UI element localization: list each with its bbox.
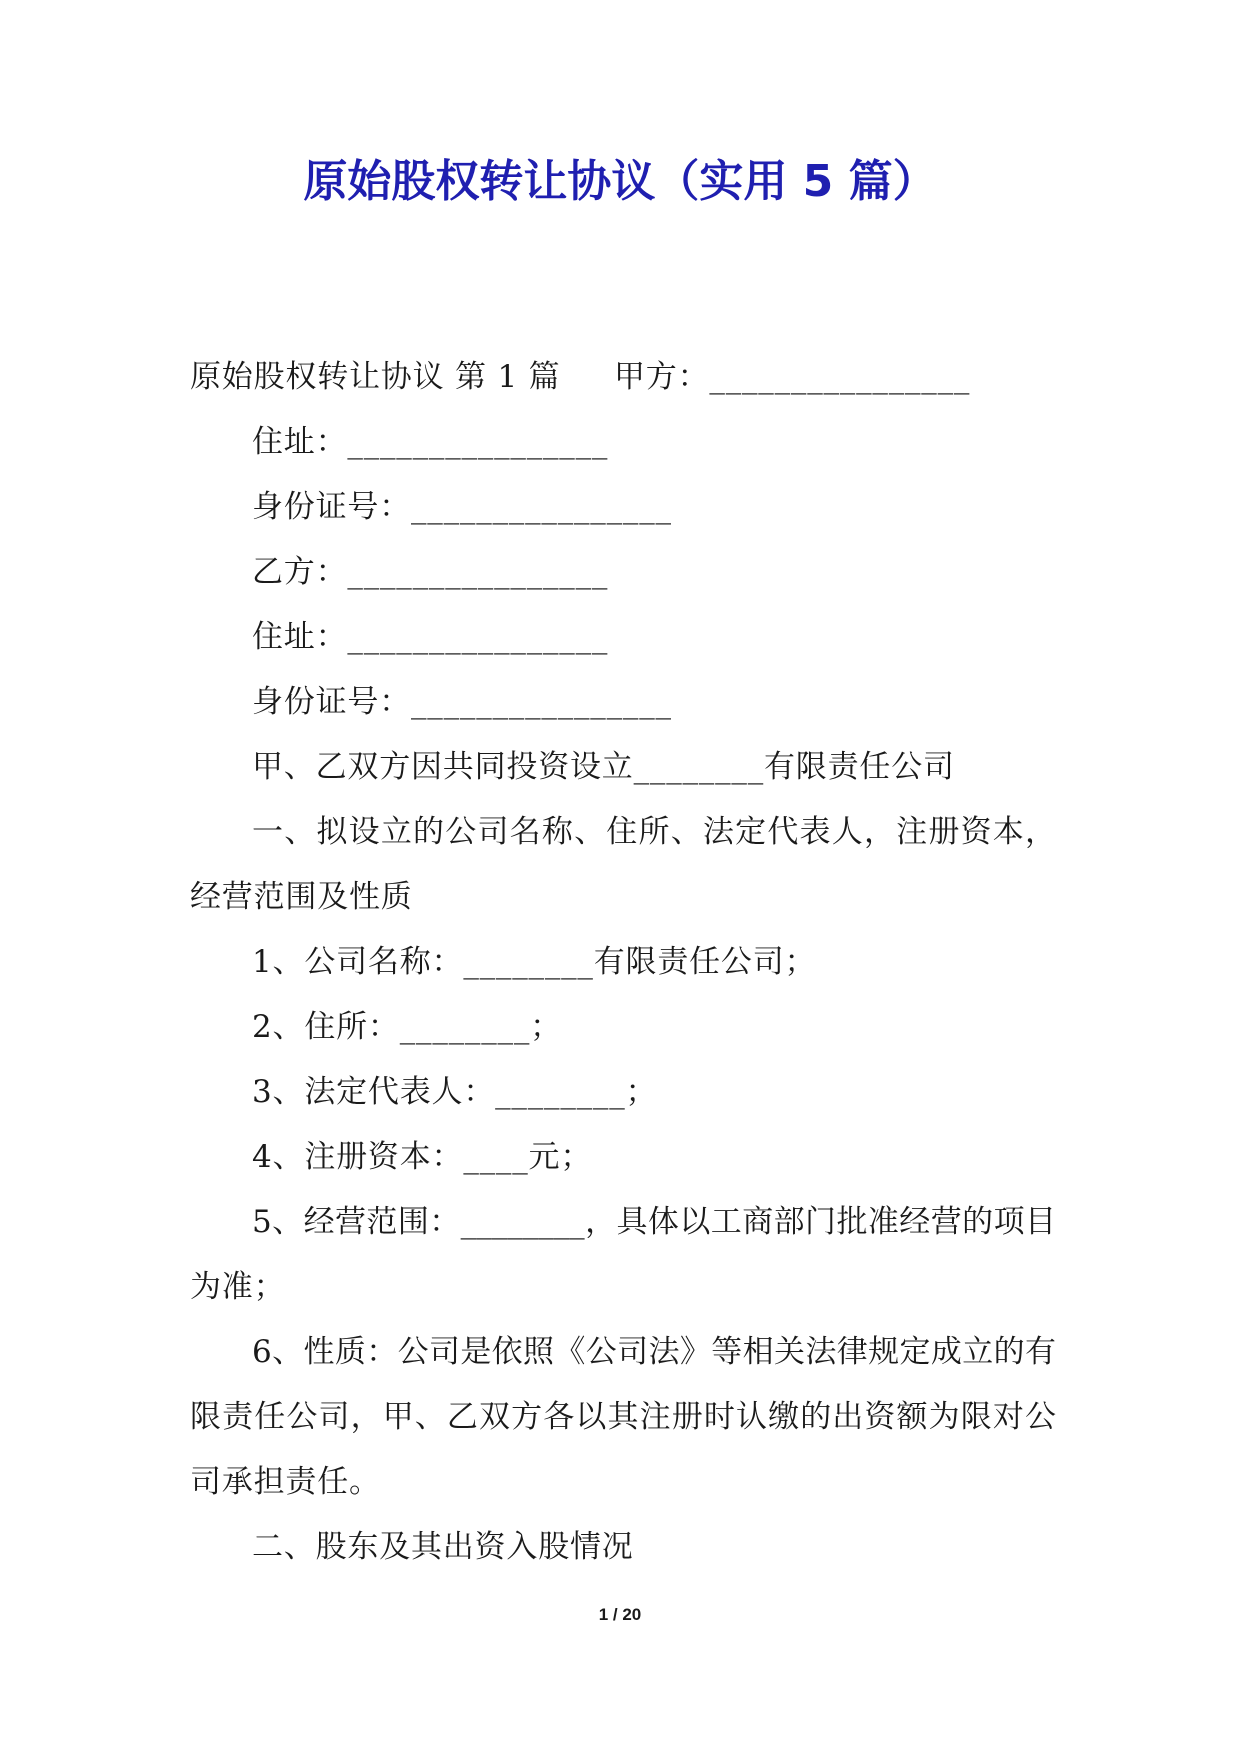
agreement-header-line: [190, 345, 1056, 410]
company-name-item: 1、公司名称：________有限责任公司；: [252, 944, 817, 980]
page-number: 1 / 20: [598, 1605, 642, 1624]
company-nature-item: 6、性质：公司是依照《公司法》等相关法律规定成立的有: [252, 1334, 1056, 1370]
document-title: 原始股权转让协议（实用 5 篇）: [303, 156, 937, 207]
clause-1-heading-continued: 经营范围及性质: [190, 879, 413, 915]
joint-investment-statement: 甲、乙双方因共同投资设立________有限责任公司: [252, 749, 955, 785]
business-scope-item-continued: 为准；: [190, 1269, 286, 1305]
legal-representative-item: 3、法定代表人：________；: [252, 1074, 658, 1110]
business-scope-item: 5、经营范围：________，具体以工商部门批准经营的项目: [252, 1204, 1056, 1240]
party-a-field: 甲方：________________: [614, 359, 971, 395]
company-nature-item-end: 司承担责任。: [190, 1464, 381, 1500]
document-body: [190, 345, 1056, 1580]
registered-capital-item: 4、注册资本：____元；: [252, 1139, 593, 1175]
party-a-address: 住址：________________: [252, 424, 609, 460]
section-heading: 原始股权转让协议 第 1 篇: [190, 359, 561, 395]
domicile-item: 2、住所：________；: [252, 1009, 562, 1045]
clause-2-heading: 二、股东及其出资入股情况: [252, 1529, 634, 1565]
party-a-id-number: 身份证号：________________: [252, 489, 672, 525]
party-b-id-number: 身份证号：________________: [252, 684, 672, 720]
party-b-address: 住址：________________: [252, 619, 609, 655]
party-b-field: 乙方：________________: [252, 554, 609, 590]
company-nature-item-continued: 限责任公司，甲、乙双方各以其注册时认缴的出资额为限对公: [190, 1399, 1056, 1435]
clause-1-heading: 一、拟设立的公司名称、住所、法定代表人，注册资本，: [252, 814, 1056, 850]
